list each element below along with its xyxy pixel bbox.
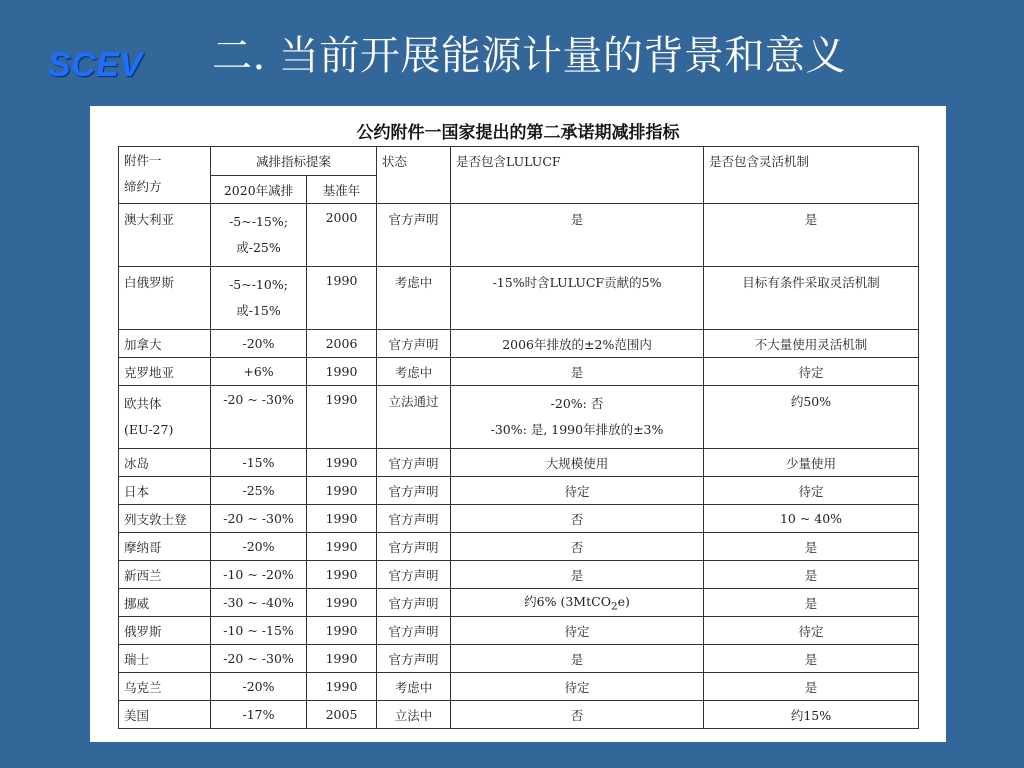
header-party-line2: 缔约方 [124, 179, 162, 194]
lulucf-cell: 否 [451, 701, 704, 729]
target-line1: -5~-10%; [229, 277, 288, 292]
lulucf-cell: 是 [451, 358, 704, 386]
party-cell: 白俄罗斯 [119, 267, 211, 330]
target-cell: -10 ~ -20% [211, 561, 307, 589]
target-cell [211, 204, 307, 267]
base-year-cell: 1990 [307, 477, 377, 505]
party-cell: 澳大利亚 [119, 204, 211, 267]
table-panel [90, 106, 946, 742]
base-year-cell: 1990 [307, 449, 377, 477]
lulucf-cell: 待定 [451, 477, 704, 505]
target-cell: -20 ~ -30% [211, 386, 307, 449]
lulucf-text: 约6% (3MtCO [524, 594, 611, 610]
table-row [119, 330, 919, 358]
status-cell: 考虑中 [377, 358, 451, 386]
lulucf-cell: 2006年排放的±2%范围内 [451, 330, 704, 358]
header-row [119, 147, 919, 176]
base-year-cell: 1990 [307, 358, 377, 386]
lulucf-cell: 待定 [451, 617, 704, 645]
base-year-cell: 2005 [307, 701, 377, 729]
party-cell: 日本 [119, 477, 211, 505]
flex-cell: 约50% [704, 386, 919, 449]
base-year-cell: 1990 [307, 561, 377, 589]
party-cell: 加拿大 [119, 330, 211, 358]
base-year-cell: 2000 [307, 204, 377, 267]
lulucf-line2: -30%: 是, 1990年排放的±3% [490, 422, 664, 437]
table-row [119, 533, 919, 561]
status-cell: 考虑中 [377, 267, 451, 330]
flex-cell: 是 [704, 673, 919, 701]
lulucf-cell [451, 589, 704, 617]
party-line2: (EU-27) [124, 422, 174, 437]
flex-cell: 是 [704, 589, 919, 617]
flex-cell: 待定 [704, 477, 919, 505]
flex-cell: 待定 [704, 358, 919, 386]
base-year-cell: 1990 [307, 505, 377, 533]
lulucf-cell: 否 [451, 505, 704, 533]
lulucf-tail: e) [617, 594, 630, 610]
target-line2: 或-15% [236, 303, 281, 318]
flex-cell: 是 [704, 645, 919, 673]
base-year-cell: 1990 [307, 589, 377, 617]
header-target-group: 减排指标提案 [211, 147, 377, 176]
table-row [119, 561, 919, 589]
target-cell: -17% [211, 701, 307, 729]
base-year-cell: 1990 [307, 267, 377, 330]
table-row [119, 477, 919, 505]
lulucf-cell: 是 [451, 204, 704, 267]
flex-cell: 约15% [704, 701, 919, 729]
status-cell: 官方声明 [377, 204, 451, 267]
status-cell: 官方声明 [377, 533, 451, 561]
party-cell: 摩纳哥 [119, 533, 211, 561]
status-cell: 官方声明 [377, 617, 451, 645]
lulucf-cell: 大规模使用 [451, 449, 704, 477]
table-row [119, 204, 919, 267]
base-year-cell: 1990 [307, 386, 377, 449]
flex-cell: 是 [704, 204, 919, 267]
lulucf-cell: 是 [451, 645, 704, 673]
header-party-line1: 附件一 [124, 153, 162, 168]
table-row [119, 267, 919, 330]
lulucf-cell: 待定 [451, 673, 704, 701]
flex-cell: 10 ~ 40% [704, 505, 919, 533]
party-cell: 俄罗斯 [119, 617, 211, 645]
lulucf-line1: -20%: 否 [550, 396, 604, 411]
target-cell [211, 267, 307, 330]
table-row [119, 701, 919, 729]
target-cell: -20% [211, 330, 307, 358]
target-cell: -20% [211, 673, 307, 701]
party-cell: 克罗地亚 [119, 358, 211, 386]
flex-cell: 少量使用 [704, 449, 919, 477]
target-line1: -5~-15%; [229, 214, 288, 229]
base-year-cell: 1990 [307, 533, 377, 561]
status-cell: 官方声明 [377, 561, 451, 589]
emission-target-table [118, 146, 919, 729]
table-row [119, 449, 919, 477]
target-cell: -30 ~ -40% [211, 589, 307, 617]
header-lulucf: 是否包含LULUCF [451, 147, 704, 204]
lulucf-cell: -15%时含LULUCF贡献的5% [451, 267, 704, 330]
status-cell: 考虑中 [377, 673, 451, 701]
status-cell: 官方声明 [377, 645, 451, 673]
status-cell: 立法中 [377, 701, 451, 729]
base-year-cell: 2006 [307, 330, 377, 358]
base-year-cell: 1990 [307, 645, 377, 673]
target-cell: -20% [211, 533, 307, 561]
lulucf-cell: 是 [451, 561, 704, 589]
lulucf-cell [451, 386, 704, 449]
base-year-cell: 1990 [307, 617, 377, 645]
header-target-2020: 2020年减排 [211, 176, 307, 204]
flex-cell: 不大量使用灵活机制 [704, 330, 919, 358]
party-line1: 欧共体 [124, 396, 162, 411]
target-cell: +6% [211, 358, 307, 386]
table-row [119, 617, 919, 645]
party-cell: 冰岛 [119, 449, 211, 477]
target-cell: -25% [211, 477, 307, 505]
party-cell: 列支敦士登 [119, 505, 211, 533]
status-cell: 官方声明 [377, 505, 451, 533]
target-cell: -15% [211, 449, 307, 477]
party-cell: 乌克兰 [119, 673, 211, 701]
base-year-cell: 1990 [307, 673, 377, 701]
lulucf-cell: 否 [451, 533, 704, 561]
target-cell: -20 ~ -30% [211, 645, 307, 673]
header-status: 状态 [377, 147, 451, 204]
party-cell: 挪威 [119, 589, 211, 617]
target-cell: -20 ~ -30% [211, 505, 307, 533]
table-row [119, 505, 919, 533]
party-cell: 瑞士 [119, 645, 211, 673]
table-row [119, 386, 919, 449]
header-party [119, 147, 211, 204]
table-row [119, 645, 919, 673]
status-cell: 官方声明 [377, 477, 451, 505]
target-line2: 或-25% [236, 240, 281, 255]
status-cell: 官方声明 [377, 449, 451, 477]
table-row [119, 589, 919, 617]
flex-cell: 待定 [704, 617, 919, 645]
status-cell: 官方声明 [377, 589, 451, 617]
table-row [119, 358, 919, 386]
party-cell: 新西兰 [119, 561, 211, 589]
status-cell: 立法通过 [377, 386, 451, 449]
flex-cell: 是 [704, 533, 919, 561]
lulucf-subscript: 2 [610, 600, 618, 613]
target-cell: -10 ~ -15% [211, 617, 307, 645]
party-cell: 美国 [119, 701, 211, 729]
table-title: 公约附件一国家提出的第二承诺期减排指标 [356, 123, 680, 143]
party-cell [119, 386, 211, 449]
slide-title: 二. 当前开展能源计量的背景和意义 [212, 33, 846, 79]
flex-cell: 目标有条件采取灵活机制 [704, 267, 919, 330]
header-flex: 是否包含灵活机制 [704, 147, 919, 204]
flex-cell: 是 [704, 561, 919, 589]
status-cell: 官方声明 [377, 330, 451, 358]
logo: SCEV [48, 46, 143, 84]
table-row [119, 673, 919, 701]
header-base-year: 基准年 [307, 176, 377, 204]
